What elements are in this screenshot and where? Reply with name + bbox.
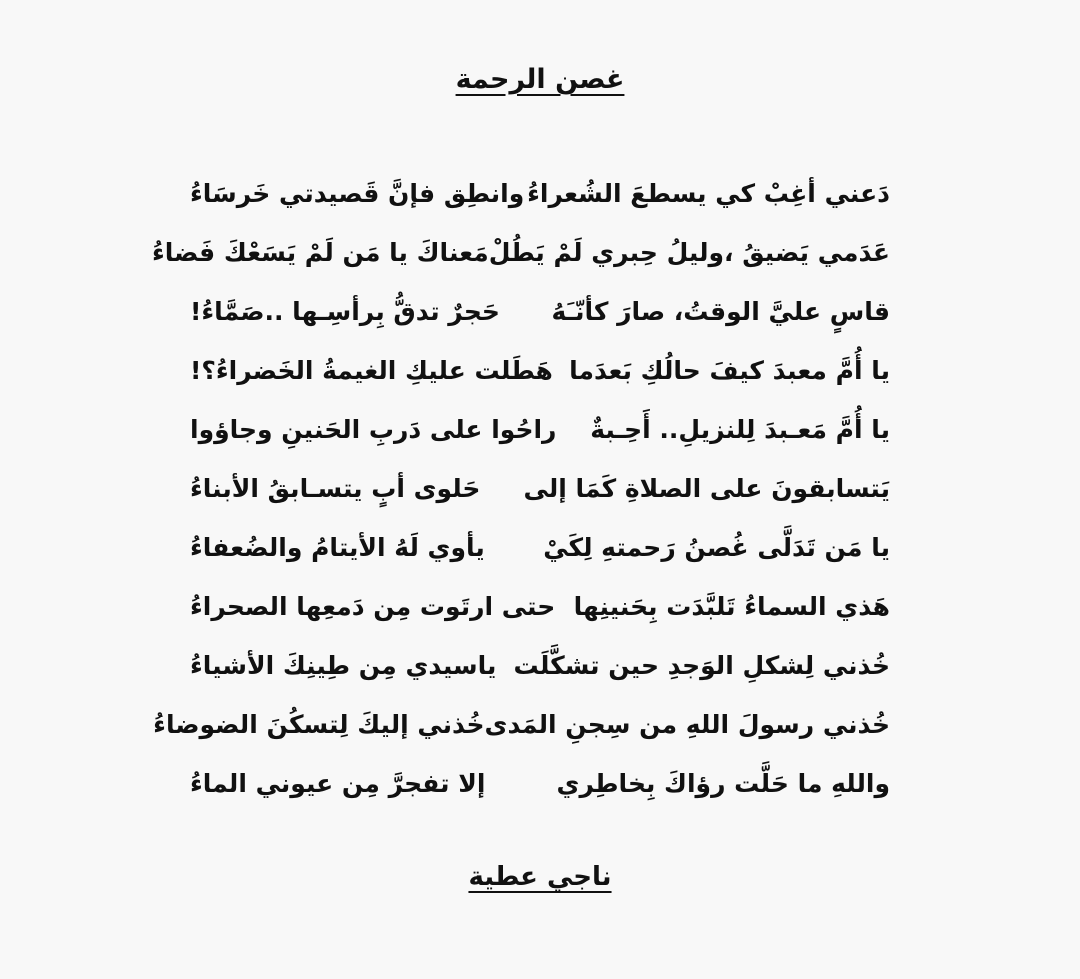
verse-second-hemistich: ياسيدي مِن طِينِكَ الأشياءُ xyxy=(190,651,497,680)
poem-body xyxy=(152,164,900,813)
verse-first-hemistich: هَذي السماءُ تَلبَّدَت بِحَنينِها xyxy=(573,592,890,621)
verse-second-hemistich: خُذني إليكَ لِتسكُنَ الضوضاءُ xyxy=(153,710,485,739)
verse xyxy=(180,282,900,341)
verse-second-hemistich: مَعناكَ يا مَن لَمْ يَسَعْكَ فَضاءُ xyxy=(152,238,489,267)
verse xyxy=(152,223,900,282)
verse-first-hemistich: قاسٍ عليَّ الوقتُ، صارَ كأنّـَهُ xyxy=(551,297,890,326)
verse-first-hemistich: يَتسابقونَ على الصلاةِ كَمَا إلى xyxy=(523,474,890,503)
verse-first-hemistich: يا أُمَّ مَعـبدَ لِلنزيلِ.. أَحِـبةٌ xyxy=(590,415,890,444)
verse xyxy=(180,754,900,813)
verse-second-hemistich: حَلوى أبٍ يتسـابقُ الأبناءُ xyxy=(190,474,481,503)
verse-first-hemistich: واللهِ ما حَلَّت رؤاكَ بِخاطِري xyxy=(556,769,890,798)
verse xyxy=(180,400,900,459)
poem-title: غصن الرحمة xyxy=(455,64,625,95)
verse-second-hemistich: حَجرٌ تدقُّ بِرأسِـها ..صَمَّاءُ! xyxy=(190,297,500,326)
verse-second-hemistich: يأوي لَهُ الأيتامُ والضُعفاءُ xyxy=(190,533,485,562)
verse-first-hemistich: يا مَن تَدَلَّى غُصنُ رَحمتهِ لِكَيْ xyxy=(543,533,890,562)
verse-second-hemistich: إلا تفجرَّ مِن عيوني الماءُ xyxy=(190,769,486,798)
verse-second-hemistich: راحُوا على دَربِ الحَنينِ وجاؤوا xyxy=(190,415,557,444)
verse xyxy=(180,577,900,636)
verse xyxy=(180,636,900,695)
verse-first-hemistich: يا أُمَّ معبدَ كيفَ حالُكِ بَعدَما xyxy=(569,356,890,385)
verse-first-hemistich: خُذني لِشكلِ الوَجدِ حين تشكَّلَت xyxy=(513,651,890,680)
verse-first-hemistich: خُذني رسولَ اللهِ من سِجنِ المَدى xyxy=(484,710,890,739)
verse-first-hemistich: دَعني أغِبْ كي يسطعَ الشُعراءُ xyxy=(527,179,890,208)
verse-second-hemistich: وانطِق فإنَّ قَصيدتي خَرسَاءُ xyxy=(190,179,525,208)
verse-second-hemistich: هَطَلت عليكِ الغيمةُ الخَضراءُ؟! xyxy=(190,356,553,385)
verse xyxy=(180,341,900,400)
verse-first-hemistich: عَدَمي يَضيقُ ،وليلُ حِبري لَمْ يَطُلْ xyxy=(488,238,890,267)
author-name: ناجي عطية xyxy=(468,862,612,892)
verse xyxy=(180,518,900,577)
verse xyxy=(180,164,900,223)
verse-second-hemistich: حتى ارتَوت مِن دَمعِها الصحراءُ xyxy=(190,592,556,621)
verse xyxy=(153,695,900,754)
verse xyxy=(180,459,900,518)
